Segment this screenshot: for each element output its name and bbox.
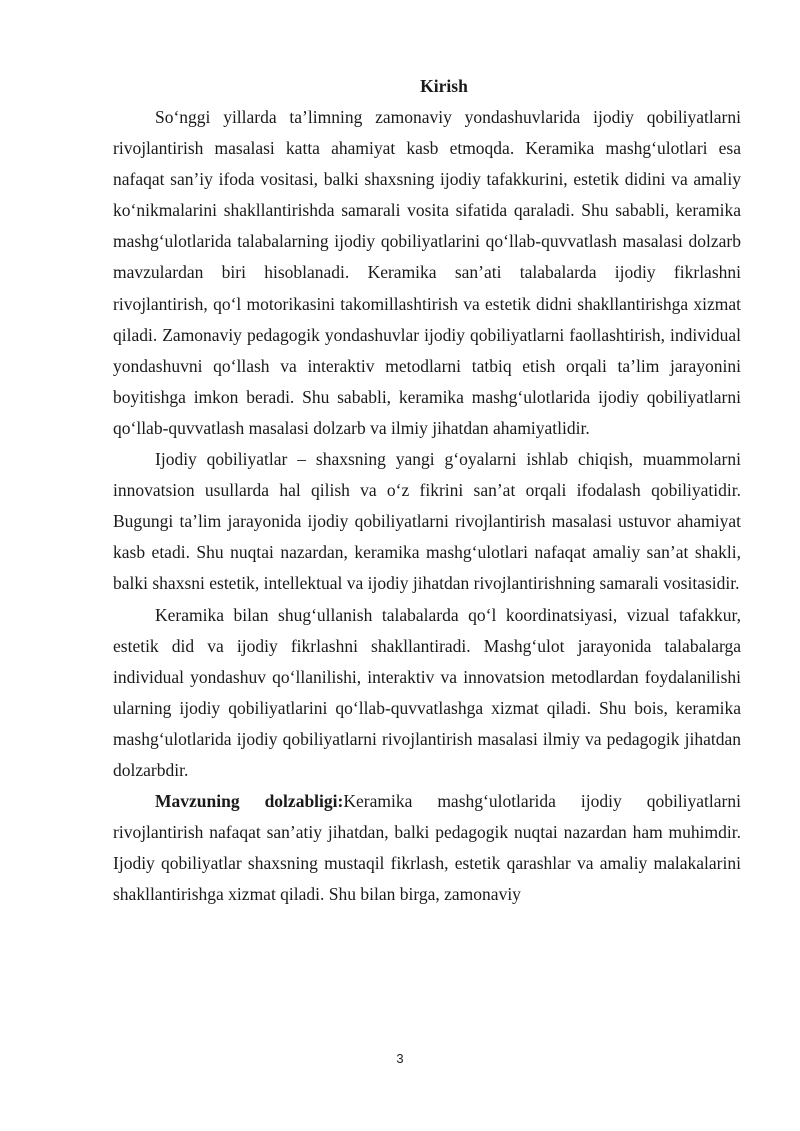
paragraph-4-body: Keramika mashg‘ulotlarida ijodiy qobiliyatlarni rivojlantirish nafaqat san’atiy jihatdan, balki pedagogik nuqtai nazardan ham muhimdir. Ijodiy qobiliyatlar shaxsning mustaqil fikrlash, estetik qarashlar va amaliy malakalarini shakllantirishga xizmat qiladi. Shu bilan birga, zamonaviy xyxy=(113,791,741,905)
paragraph-4 xyxy=(113,786,741,910)
paragraph-1: So‘nggi yillarda ta’limning zamonaviy yondashuvlarida ijodiy qobiliyatlarni rivojlantirish masalasi katta ahamiyat kasb etmoqda. Keramika mashg‘ulotlari esa nafaqat san’iy ifoda vositasi, balki shaxsning ijodiy tafakkurini, estetik didini va amaliy ko‘nikmalarini shakllantirishda samarali vosita sifatida qaraladi. Shu sababli, keramika mashg‘ulotlarida talabalarning ijodiy qobiliyatlarini qo‘llab-quvvatlash masalasi dolzarb mavzulardan biri hisoblanadi. Keramika san’ati talabalarda ijodiy fikrlashni rivojlantirish, qo‘l motorikasini takomillashtirish va estetik didni shakllantirishga xizmat qiladi. Zamonaviy pedagogik yondashuvlar ijodiy qobiliyatlarni faollashtirish, individual yondashuvni qo‘llash va interaktiv metodlarni tatbiq etish orqali ta’lim jarayonini boyitishga imkon beradi. Shu sababli, keramika mashg‘ulotlarida ijodiy qobiliyatlarni qo‘llab-quvvatlash masalasi dolzarb va ilmiy jihatdan ahamiyatlidir. xyxy=(113,107,741,438)
page-number: 3 xyxy=(396,1051,404,1066)
page-content xyxy=(113,72,741,910)
paragraph-3: Keramika bilan shug‘ullanish talabalarda qo‘l koordinatsiyasi, vizual tafakkur, estetik did va ijodiy fikrlashni shakllantiradi. Mashg‘ulot jarayonida talabalarga individual yondashuv qo‘llanilishi, interaktiv va innovatsion metodlardan foydalanilishi ularning ijodiy qobiliyatlarini qo‘llab-quvvatlashga xizmat qiladi. Shu bois, keramika mashg‘ulotlarida ijodiy qobiliyatlarni rivojlantirish masalasi ilmiy va pedagogik jihatdan dolzarbdir. xyxy=(113,604,741,780)
paragraph-4-lead: Mavzuning dolzabligi: xyxy=(155,791,344,812)
section-heading: Kirish xyxy=(420,76,468,96)
paragraph-2: Ijodiy qobiliyatlar – shaxsning yangi g‘oyalarni ishlab chiqish, muammolarni innovatsion usullarda hal qilish va o‘z fikrini san’at orqali ifodalash qobiliyatidir. Bugungi ta’lim jarayonida ijodiy qobiliyatlarni rivojlantirish masalasi ustuvor ahamiyat kasb etadi. Shu nuqtai nazardan, keramika mashg‘ulotlari nafaqat amaliy san’at shakli, balki shaxsni estetik, intellektual va ijodiy jihatdan rivojlantirishning samarali vositasidir. xyxy=(113,449,741,594)
